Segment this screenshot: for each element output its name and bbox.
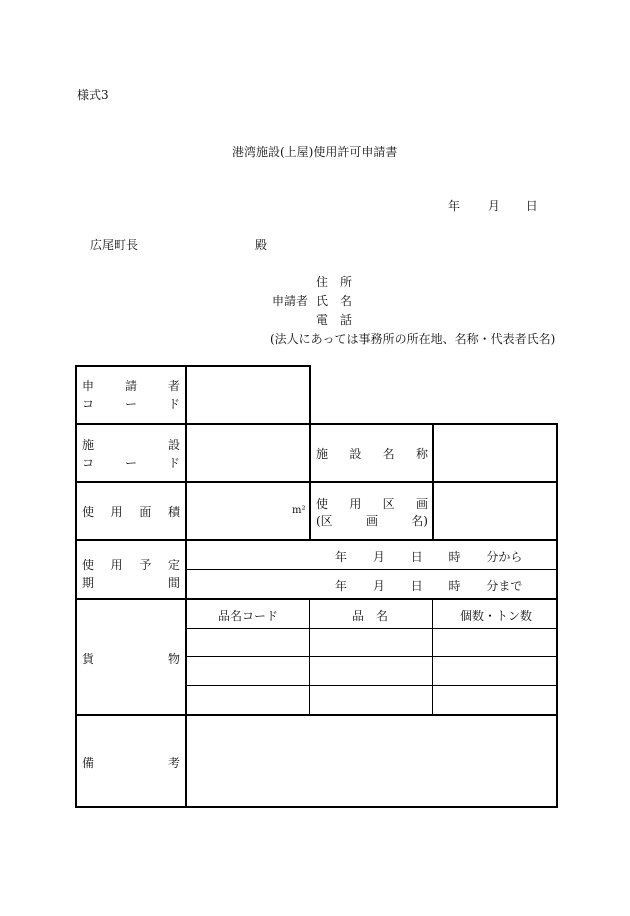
period-to-hour: 時 [448,579,461,593]
char: ド [167,397,180,411]
cargo-name-input-3[interactable] [310,686,432,714]
cargo-label [82,650,180,667]
char: 者 [167,379,180,393]
char: 期 [82,576,95,590]
cargo-header-qty: 個数・トン数 [460,609,533,623]
applicant-code-label-2 [82,395,180,412]
period-from-year: 年 [335,550,348,564]
period-to-minute: 分まで [486,579,523,593]
zone-input[interactable] [434,483,556,539]
char: 使 [82,505,95,519]
period-to-year: 年 [335,579,348,593]
char: 名 [382,447,395,461]
char: コ [82,397,95,411]
date-line [448,197,538,214]
char: 請 [124,379,137,393]
char: 用 [110,558,123,572]
cargo-qty-input-1[interactable] [433,629,556,656]
zone-label-1 [316,495,428,512]
period-to-day: 日 [410,579,423,593]
cargo-qty-input-3[interactable] [433,686,556,714]
char: 施 [82,438,95,452]
addressee-name: 広尾町長 [90,238,139,252]
char: 名) [411,514,428,528]
period-to-month: 月 [372,579,385,593]
divider [75,598,558,600]
char: ー [124,397,137,411]
char: 使 [82,558,95,572]
cargo-qty-input-2[interactable] [433,657,556,685]
char: ド [167,456,180,470]
period-from[interactable] [335,548,522,565]
page-title: 港湾施設(上屋)使用許可申請書 [232,145,398,159]
char: ー [124,456,137,470]
cargo-code-input-2[interactable] [187,657,309,685]
facility-code-label-2 [82,454,180,471]
char: 積 [167,505,180,519]
date-year: 年 [448,199,461,213]
period-from-hour: 時 [448,550,461,564]
area-unit: m² [292,505,306,516]
char: 定 [167,558,180,572]
applicant-code-input[interactable] [187,367,309,423]
period-to[interactable] [335,577,522,594]
applicant-note: (法人にあっては事務所の所在地、名称・代表者氏名) [270,332,556,346]
applicant-phone-label: 電 話 [316,313,353,327]
char: 予 [139,558,152,572]
area-input[interactable] [187,483,309,539]
char: 貨 [82,652,95,666]
period-label-2 [82,574,180,591]
char: 使 [316,497,329,511]
divider [309,423,311,540]
char: (区 [316,514,333,528]
char: コ [82,456,95,470]
char: 画 [365,514,378,528]
remarks-label [82,754,180,771]
char: 称 [415,447,428,461]
zone-label-2 [316,512,428,529]
remarks-input[interactable] [187,716,556,806]
cargo-header-code: 品名コード [218,609,279,623]
applicant-address-label: 住 所 [316,275,353,289]
char: 設 [349,447,362,461]
form-number: 様式3 [77,88,109,102]
facility-code-label-1 [82,436,180,453]
divider [186,569,557,570]
cargo-header-name: 品 名 [352,609,389,623]
char: 間 [167,576,180,590]
date-day: 日 [525,199,538,213]
period-from-month: 月 [372,550,385,564]
date-month: 月 [487,199,500,213]
divider [75,539,558,541]
char: 画 [415,497,428,511]
char: 考 [167,756,180,770]
char: 施 [316,447,329,461]
char: 物 [167,652,180,666]
area-label [82,503,180,520]
facility-name-label [316,445,428,462]
facility-name-input[interactable] [434,425,556,481]
char: 面 [139,505,152,519]
period-from-day: 日 [410,550,423,564]
applicant-name-label: 氏 名 [316,294,353,308]
facility-code-input[interactable] [187,425,309,481]
period-label-1 [82,556,180,573]
period-from-minute: 分から [486,550,523,564]
char: 申 [82,379,95,393]
addressee-honorific: 殿 [255,238,268,252]
cargo-name-input-2[interactable] [310,657,432,685]
cargo-code-input-3[interactable] [187,686,309,714]
char: 区 [382,497,395,511]
char: 設 [167,438,180,452]
char: 用 [110,505,123,519]
cargo-code-input-1[interactable] [187,629,309,656]
applicant-code-label-1 [82,377,180,394]
char: 備 [82,756,95,770]
applicant-label: 申請者 [272,294,309,308]
char: 用 [349,497,362,511]
cargo-name-input-1[interactable] [310,629,432,656]
